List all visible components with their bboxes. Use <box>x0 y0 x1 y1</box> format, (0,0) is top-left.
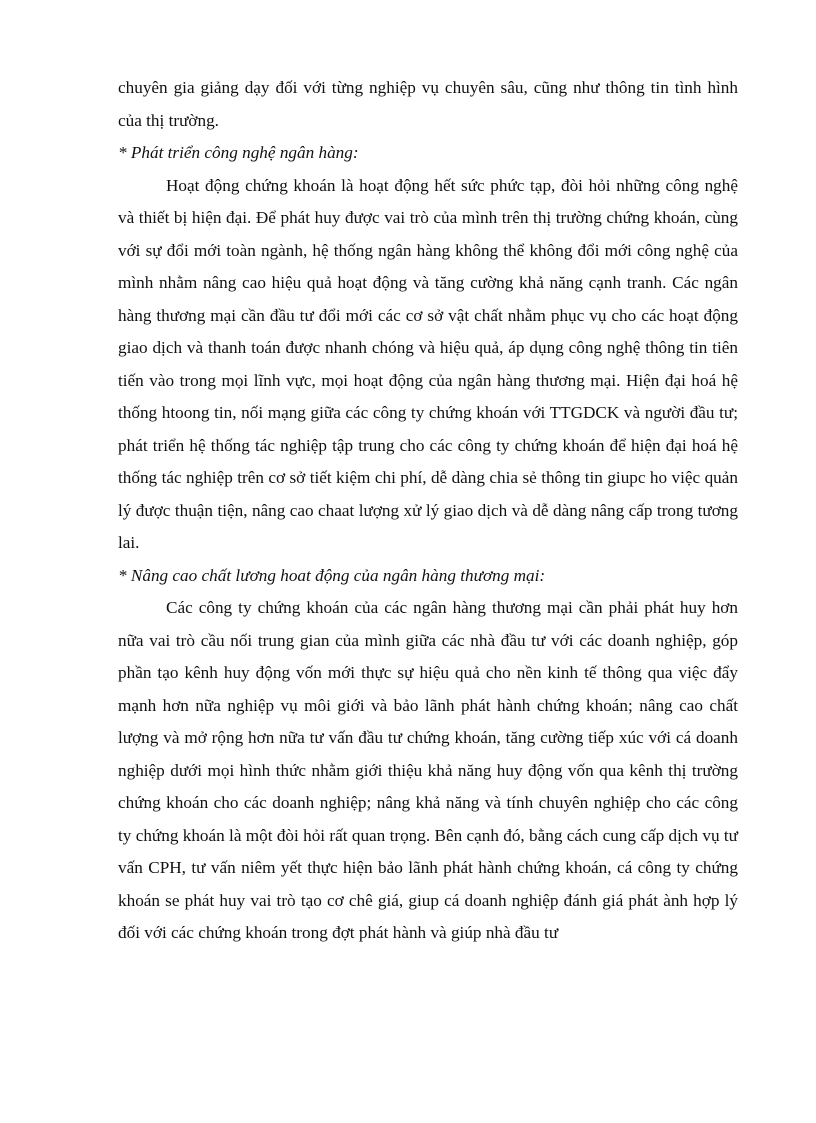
section-heading-technology: * Phát triển công nghệ ngân hàng: <box>118 143 359 162</box>
paragraph-quality: Các công ty chứng khoán của các ngân hàng thương mại cần phải phát huy hơn nữa vai trò cầu nối trung gian của mình giữa các nhà đầu tư với các doanh nghiệp, góp phần tạo kênh huy động vốn mới thực sự hiệu quả cho nền kinh tế thông qua việc đẩy mạnh hơn nữa nghiệp vụ môi giới và bảo lãnh phát hành chứng khoán; nâng cao chất lượng và mở rộng hơn nữa tư vấn đầu tư chứng khoán, tăng cường tiếp xúc với cá doanh nghiệp dưới mọi hình thức nhằm giới thiệu khả năng huy động vốn qua kênh thị trường chứng khoán cho các doanh nghiệp; nâng khả năng và tính chuyên nghiệp cho các công ty chứng khoán là một đòi hỏi rất quan trọng. Bên cạnh đó, bằng cách cung cấp dịch vụ tư vấn CPH, tư vấn niêm yết thực hiện bảo lãnh phát hành chứng khoán, cá công ty chứng khoán se phát huy vai trò tạo cơ chê giá, giup cá doanh nghiệp đánh giá phát ành hợp lý đối với các chứng khoán trong đợt phát hành và giúp nhà đầu tư <box>118 598 738 942</box>
paragraph-continuation: chuyên gia giảng dạy đối với từng nghiệp vụ chuyên sâu, cũng như thông tin tình hình của thị trường. <box>118 78 738 130</box>
section-heading-quality: * Nâng cao chất lương hoat động của ngân hàng thương mại: <box>118 565 546 585</box>
paragraph-technology: Hoạt động chứng khoán là hoạt động hết sức phức tạp, đòi hỏi những công nghệ và thiết bị hiện đại. Để phát huy được vai trò của mình trên thị trường chứng khoán, cùng với sự đổi mới toàn ngành, hệ thống ngân hàng không thể không đổi mới công nghệ của mình nhằm nâng cao hiệu quả hoạt động và tăng cường khả năng cạnh tranh. Các ngân hàng thương mại cần đầu tư đổi mới các cơ sở vật chất nhằm phục vụ cho các hoạt động giao dịch và thanh toán được nhanh chóng và hiệu quả, áp dụng công nghệ thông tin tiên tiến vào trong mọi lĩnh vực, mọi hoạt động của ngân hàng thương mại. Hiện đại hoá hệ thống htoong tin, nối mạng giữa các công ty chứng khoán với TTGDCK và người đầu tư; phát triển hệ thống tác nghiệp tập trung cho các công ty chứng khoán để hiện đại hoá hệ thống tác nghiệp trên cơ sở tiết kiệm chi phí, dễ dàng chia sẻ thông tin giupc ho việc quản lý được thuận tiện, nâng cao chaat lượng xử lý giao dịch và dễ dàng nâng cấp trong tương lai. <box>118 175 738 552</box>
document-body <box>118 72 738 950</box>
